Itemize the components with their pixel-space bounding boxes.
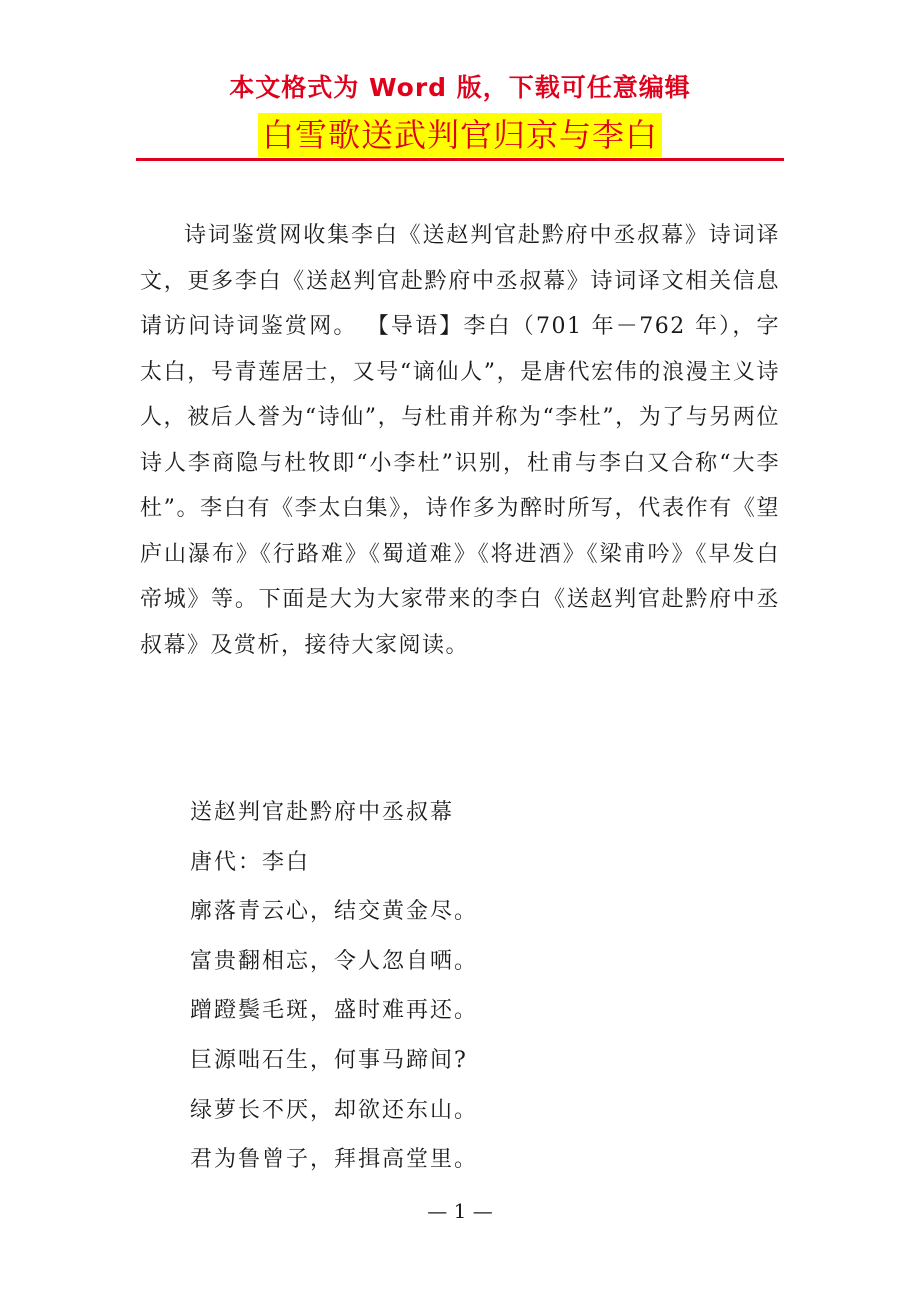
format-notice: 本文格式为 Word 版，下载可任意编辑 xyxy=(229,73,691,102)
title-container xyxy=(0,113,920,157)
poem-line: 巨源咄石生，何事马蹄间? xyxy=(190,1047,468,1073)
document-title: 白雪歌送武判官归京与李白 xyxy=(258,113,662,157)
poem-line: 绿萝长不厌，却欲还东山。 xyxy=(190,1097,479,1123)
poem-author: 唐代：李白 xyxy=(190,849,311,875)
title-divider xyxy=(136,158,784,161)
poem-line: 富贵翻相忘，令人忽自哂。 xyxy=(190,948,479,974)
poem-title: 送赵判官赴黔府中丞叔幕 xyxy=(190,800,455,825)
page-number: — 1 — xyxy=(427,1199,493,1223)
intro-paragraph: 诗词鉴赏网收集李白《送赵判官赴黔府中丞叔幕》诗词译文，更多李白《送赵判官赴黔府中丞叔幕》诗词译文相关信息请访问诗词鉴赏网。 【导语】李白（701 年－762 年），字太白，号青莲居士，又号“谪仙人”，是唐代宏伟的浪漫主义诗人，被后人誉为“诗仙”，与杜甫并称为“李杜”，为了与另两位诗人李商隐与杜牧即“小李杜”识别，杜甫与李白又合称“大李杜”。李白有《李太白集》，诗作多为醉时所写，代表作有《望庐山瀑布》《行路难》《蜀道难》《将进酒》《梁甫吟》《早发白帝城》等。下面是大为大家带来的李白《送赵判官赴黔府中丞叔幕》及赏析，接待大家阅读。 xyxy=(140,223,780,658)
poem-line: 蹭蹬鬓毛斑，盛时难再还。 xyxy=(190,998,479,1024)
poem-block xyxy=(190,788,750,1185)
poem-line: 廓落青云心，结交黄金尽。 xyxy=(190,899,479,925)
poem-line: 君为鲁曾子，拜揖高堂里。 xyxy=(190,1147,479,1173)
